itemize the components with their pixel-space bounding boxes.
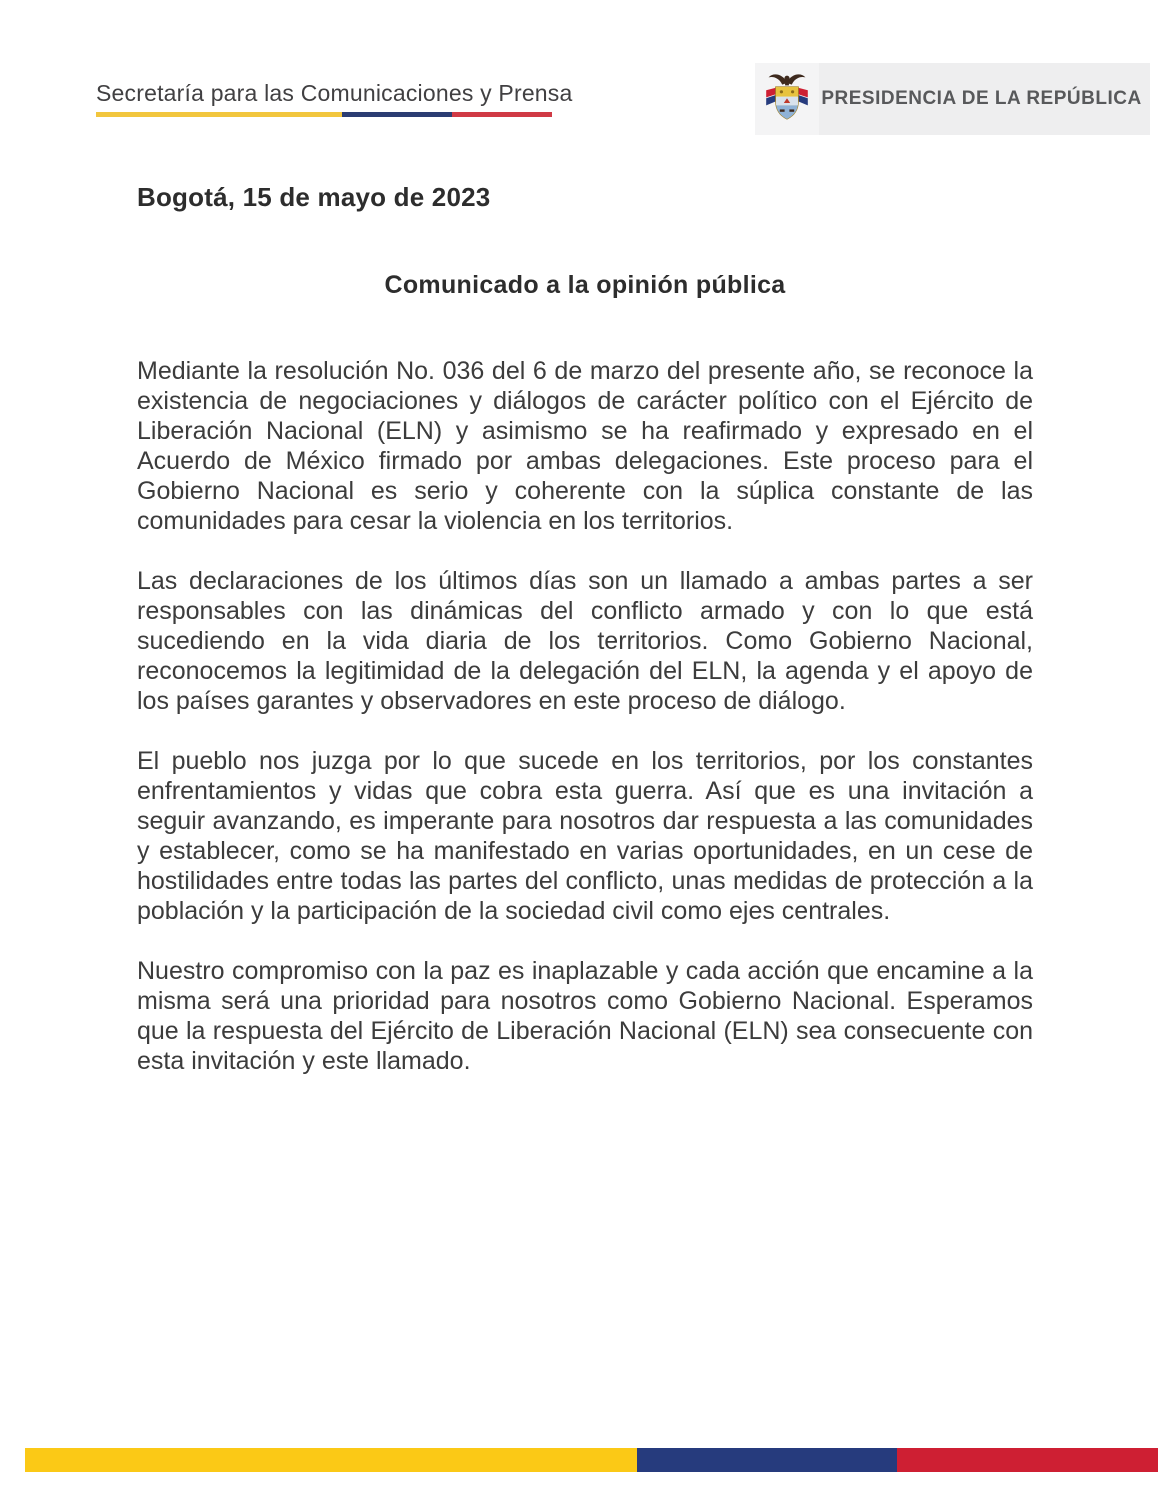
secretariat-header	[96, 80, 573, 117]
presidency-banner	[755, 63, 1150, 135]
footer-bar-red-segment	[897, 1448, 1158, 1472]
flag-underline-red-segment	[452, 112, 552, 117]
dateline: Bogotá, 15 de mayo de 2023	[137, 182, 491, 212]
flag-underline-blue-segment	[342, 112, 451, 117]
document-body	[137, 356, 1033, 1106]
flag-underline-yellow-segment	[96, 112, 342, 117]
flag-footer-bar	[25, 1448, 1158, 1472]
paragraph-2: Las declaraciones de los últimos días son un llamado a ambas partes a ser responsables con las dinámicas del conflicto armado y con lo que está sucediendo en la vida diaria de los territorios. Como Gobierno Nacional, reconocemos la legitimidad de la delegación del ELN, la agenda y el apoyo de los países garantes y observadores en este proceso de diálogo.	[137, 567, 1033, 715]
presidency-label: PRESIDENCIA DE LA REPÚBLICA	[821, 88, 1142, 109]
footer-bar-yellow-segment	[25, 1448, 637, 1472]
footer-bar-blue-segment	[637, 1448, 898, 1472]
paragraph-1: Mediante la resolución No. 036 del 6 de marzo del presente año, se reconoce la existencia de negociaciones y diálogos de carácter político con el Ejército de Liberación Nacional (ELN) y asimismo se ha reafirmado y expresado en el Acuerdo de México firmado por ambas delegaciones. Este proceso para el Gobierno Nacional es serio y coherente con la súplica constante de las comunidades para cesar la violencia en los territorios.	[137, 357, 1033, 535]
secretariat-label: Secretaría para las Comunicaciones y Prensa	[96, 80, 573, 106]
colombia-coat-of-arms-icon	[755, 63, 819, 135]
paragraph-4: Nuestro compromiso con la paz es inaplazable y cada acción que encamine a la misma será una prioridad para nosotros como Gobierno Nacional. Esperamos que la respuesta del Ejército de Liberación Nacional (ELN) sea consecuente con esta invitación y este llamado.	[137, 957, 1033, 1075]
flag-underline	[96, 112, 552, 117]
paragraph-3: El pueblo nos juzga por lo que sucede en los territorios, por los constantes enfrentamientos y vidas que cobra esta guerra. Así que es una invitación a seguir avanzando, es imperante para nosotros dar respuesta a las comunidades y establecer, como se ha manifestado en varias oportunidades, en un cese de hostilidades entre todas las partes del conflicto, unas medidas de protección a la población y la participación de la sociedad civil como ejes centrales.	[137, 747, 1033, 925]
document-title: Comunicado a la opinión pública	[384, 271, 786, 299]
